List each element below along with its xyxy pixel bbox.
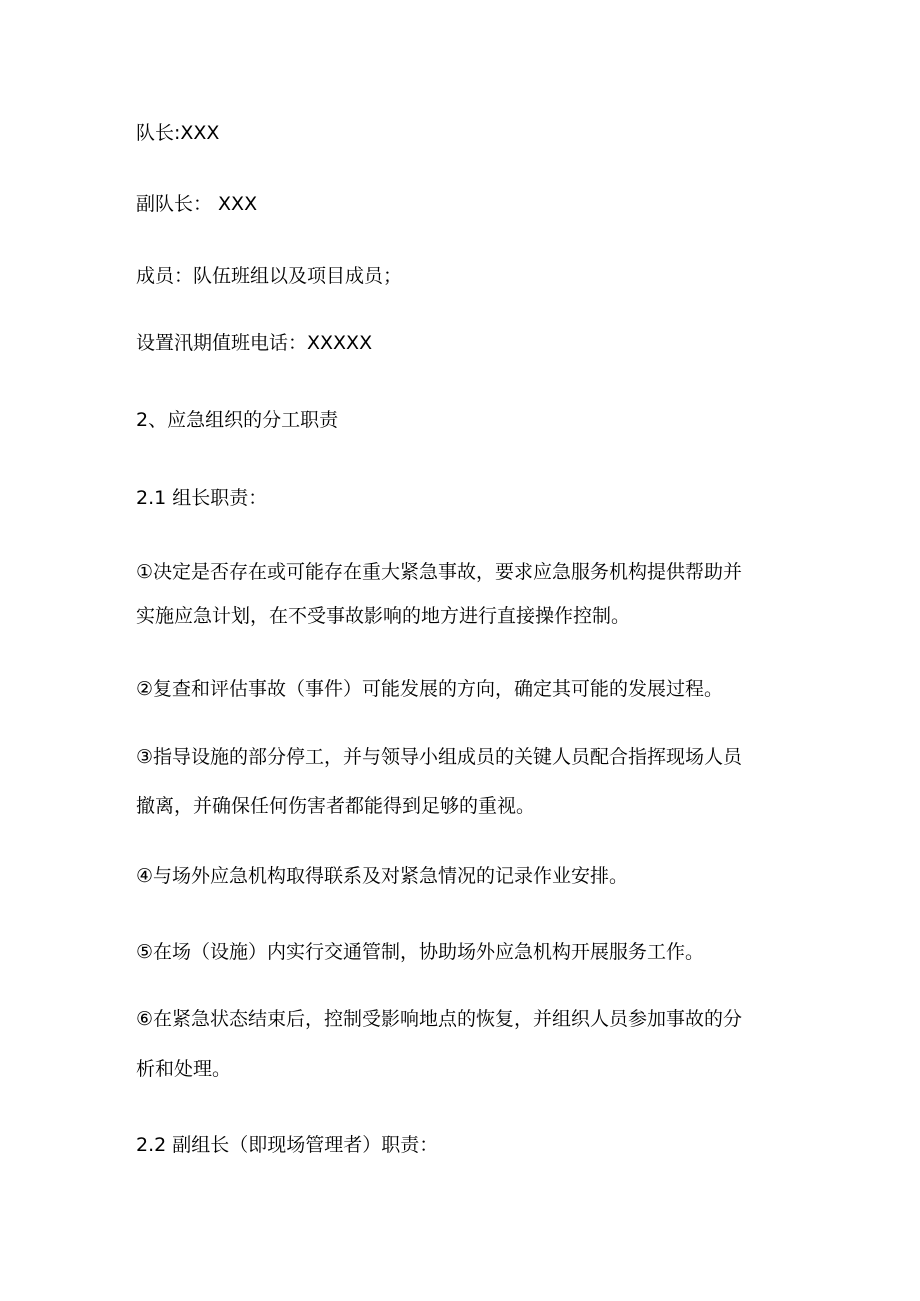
duty-item-4: ④与场外应急机构取得联系及对紧急情况的记录作业安排。: [136, 865, 629, 887]
deputy-leader-line: 副队长： XXX: [136, 193, 258, 215]
duty-item-1-line-1: ①决定是否存在或可能存在重大紧急事故，要求应急服务机构提供帮助并: [136, 561, 743, 583]
duty-item-5: ⑤在场（设施）内实行交通管制，协助场外应急机构开展服务工作。: [136, 941, 705, 963]
team-leader-line: 队长:XXX: [136, 122, 220, 144]
duty-item-6-line-1: ⑥在紧急状态结束后，控制受影响地点的恢复，并组织人员参加事故的分: [136, 1008, 743, 1030]
duty-item-2: ②复查和评估事故（事件）可能发展的方向，确定其可能的发展过程。: [136, 678, 724, 700]
duty-item-3-line-1: ③指导设施的部分停工，并与领导小组成员的关键人员配合指挥现场人员: [136, 746, 743, 768]
duty-item-6-line-2: 析和处理。: [136, 1058, 232, 1080]
duty-phone-line: 设置汛期值班电话：XXXXX: [136, 332, 373, 354]
duty-item-3-line-2: 撤离，并确保任何伤害者都能得到足够的重视。: [136, 795, 536, 817]
section-heading-2: 2、应急组织的分工职责: [136, 409, 339, 431]
duty-item-1-line-2: 实施应急计划，在不受事故影响的地方进行直接操作控制。: [136, 605, 631, 627]
members-line: 成员：队伍班组以及项目成员；: [136, 265, 403, 287]
section-heading-2-2: 2.2 副组长（即现场管理者）职责：: [136, 1134, 439, 1156]
section-heading-2-1: 2.1 组长职责：: [136, 487, 268, 509]
